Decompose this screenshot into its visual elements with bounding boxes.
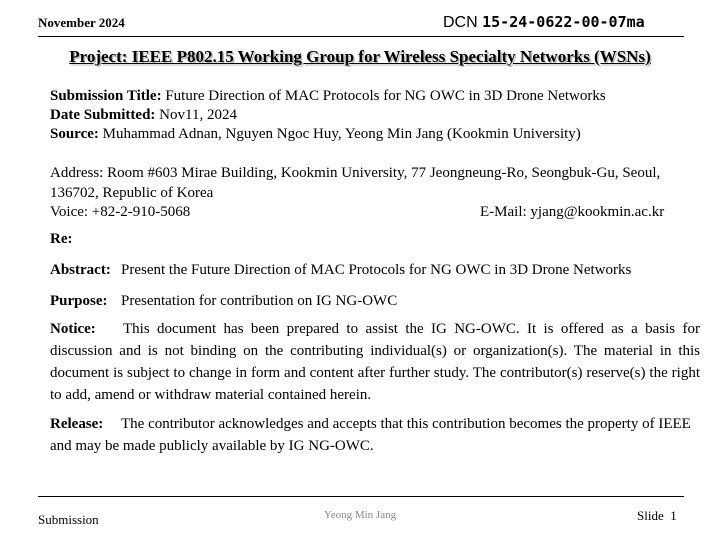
header-date: November 2024: [38, 15, 125, 30]
header-divider: [38, 36, 684, 37]
footer-submission: Submission: [38, 512, 99, 527]
submission-title-line: [50, 88, 606, 105]
slide-number: [637, 508, 677, 524]
date-submitted-value: Nov11, 2024: [159, 107, 237, 123]
source-label: Source:: [50, 126, 99, 142]
project-title: Project: IEEE P802.15 Working Group for Wireless Specialty Networks (WSNs): [69, 47, 651, 66]
submission-title-value: Future Direction of MAC Protocols for NG OWC in 3D Drone Networks: [165, 88, 606, 104]
abstract-label: Abstract:: [50, 262, 111, 278]
footer-author: Yeong Min Jang: [323, 509, 397, 521]
notice-label: Notice:: [50, 321, 96, 337]
dcn-value: 15-24-0622-00-07ma: [482, 13, 645, 31]
abstract-value: Present the Future Direction of MAC Protocols for NG OWC in 3D Drone Networks: [121, 262, 632, 278]
footer-divider: [38, 496, 684, 497]
re-label: [50, 231, 73, 248]
source-value: Muhammad Adnan, Nguyen Ngoc Huy, Yeong Min Jang (Kookmin University): [102, 126, 581, 142]
release-text: The contributor acknowledges and accepts that this contribution becomes the property of IEEE and may be made publicly available by IG NG-OWC.: [50, 416, 691, 454]
abstract-line: [50, 262, 631, 279]
release-label: Release:: [50, 416, 104, 432]
submission-title-label: Submission Title:: [50, 88, 162, 104]
source-line: [50, 126, 581, 143]
release-paragraph: [50, 413, 700, 457]
date-submitted-label: Date Submitted:: [50, 107, 156, 123]
dcn-prefix: DCN: [443, 14, 478, 31]
purpose-label: Purpose:: [50, 293, 108, 309]
purpose-line: [50, 293, 397, 310]
voice-text: Voice: +82-2-910-5068: [50, 204, 191, 220]
slide-label: Slide: [637, 508, 664, 523]
dcn-number: [443, 13, 645, 32]
date-submitted-line: [50, 107, 237, 124]
address-text: Address: Room #603 Mirae Building, Kookmin University, 77 Jeongneung-Ro, Seongbuk-Gu, Seoul, 136702, Republic of Korea: [50, 165, 661, 201]
email-text: E-Mail: yjang@kookmin.ac.kr: [480, 204, 665, 220]
purpose-value: Presentation for contribution on IG NG-OWC: [121, 293, 398, 309]
re-label-text: Re:: [50, 231, 73, 247]
notice-paragraph: [50, 318, 700, 406]
notice-text: This document has been prepared to assist the IG NG-OWC. It is offered as a basis for discussion and is not binding on the contributing individual(s) or organization(s). The material in this document is subject to change in form and content after further study. The contributor(s) reserve(s) the right to add, amend or withdraw material contained herein.: [50, 321, 700, 403]
slide-number-value: 1: [670, 508, 677, 523]
